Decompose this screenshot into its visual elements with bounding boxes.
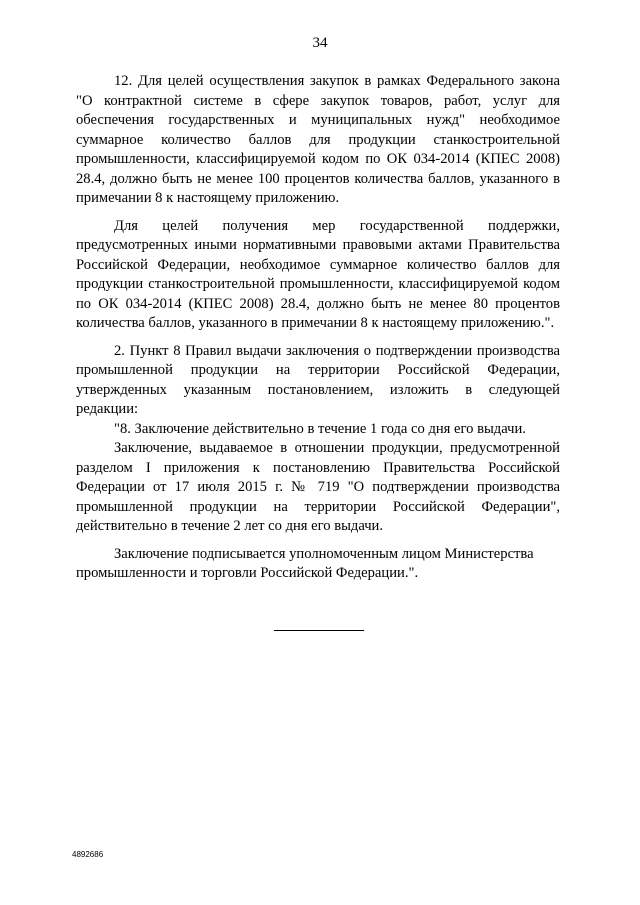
- paragraph-validity-two-years: Заключение, выдаваемое в отношении продукции, предусмотренной разделом I приложения к постановлению Правительства Российской Федерации от 17 июля 2015 г. № 719 "О подтверждении производства промышленной продукции на территории Российской Федерации", действительно в течение 2 лет со дня его выдачи.: [76, 440, 560, 534]
- paragraph-item-2-amendment: 2. Пункт 8 Правил выдачи заключения о подтверждении производства промышленной продукции на территории Российской Федерации, утвержденных указанным постановлением, изложить в следующей редакции:: [76, 342, 560, 417]
- paragraph-state-support: Для целей получения мер государственной поддержки, предусмотренных иными нормативными правовыми актами Правительства Российской Федерации, необходимое суммарное количество баллов для продукции станкостроительной промышленности, классифицируемой кодом по ОК 034-2014 (КПЕС 2008) 28.4, должно быть не менее 80 процентов количества баллов, указанного в примечании 8 к настоящему приложению.".: [76, 217, 560, 331]
- paragraph-item-12: 12. Для целей осуществления закупок в рамках Федерального закона "О контрактной системе в сфере закупок товаров, работ, услуг для обеспечения государственных и муниципальных нужд" необходимое суммарное количество баллов для продукции станкостроительной промышленности, классифицируемой кодом по ОК 034-2014 (КПЕС 2008) 28.4, должно быть не менее 100 процентов количества баллов, указанного в примечании 8 к настоящему приложению.: [76, 73, 560, 206]
- document-code: 4892686: [72, 850, 104, 859]
- document-body: [76, 72, 560, 584]
- page-number: 34: [312, 35, 328, 51]
- paragraph-validity-one-year: "8. Заключение действительно в течение 1 года со дня его выдачи.: [114, 420, 526, 437]
- closing-separator-line: [274, 630, 364, 631]
- paragraph-signature: Заключение подписывается уполномоченным лицом Министерства промышленности и торговли Российской Федерации.".: [76, 545, 534, 581]
